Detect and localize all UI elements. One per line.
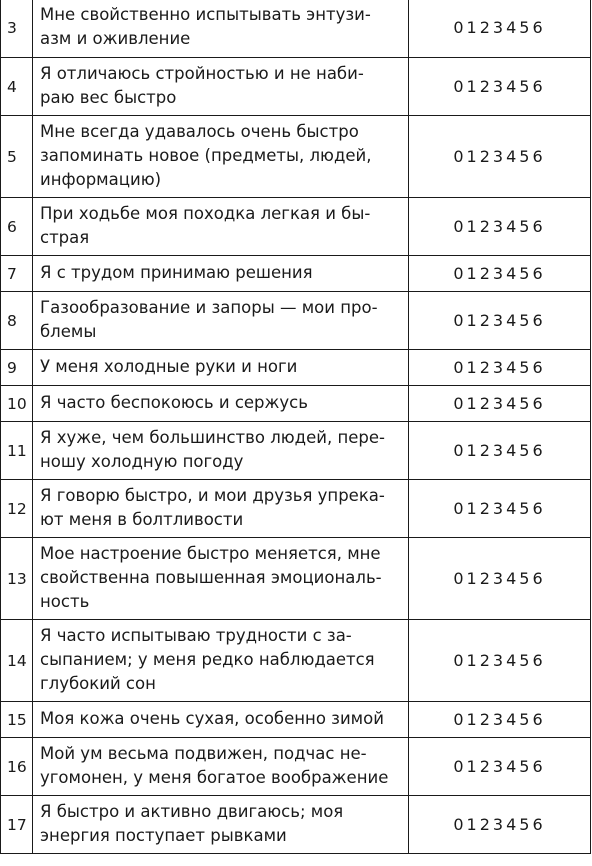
table-row: [1, 116, 591, 198]
rating-scale: 0123456: [409, 738, 591, 796]
rating-scale: 0123456: [409, 256, 591, 292]
item-statement: Я хуже, чем большинство людей, пере- ношу холодную погоду: [33, 422, 409, 480]
item-number: 9: [1, 350, 33, 386]
rating-scale: 0123456: [409, 116, 591, 198]
item-number: 17: [1, 796, 33, 854]
rating-scale: 0123456: [409, 0, 591, 58]
item-number: 3: [1, 0, 33, 58]
table-row: [1, 702, 591, 738]
item-statement: Мое настроение быстро меняется, мне свойственна повышенная эмоциональ- ность: [33, 538, 409, 620]
table-row: [1, 0, 591, 58]
table-row: [1, 796, 591, 854]
item-statement: У меня холодные руки и ноги: [33, 350, 409, 386]
item-statement: Моя кожа очень сухая, особенно зимой: [33, 702, 409, 738]
rating-scale: 0123456: [409, 620, 591, 702]
table-row: [1, 422, 591, 480]
item-number: 7: [1, 256, 33, 292]
item-statement: Мне свойственно испытывать энтузи- азм и оживление: [33, 0, 409, 58]
table-row: [1, 256, 591, 292]
rating-scale: 0123456: [409, 796, 591, 854]
item-statement: Я часто беспокоюсь и сержусь: [33, 386, 409, 422]
item-number: 14: [1, 620, 33, 702]
table-row: [1, 350, 591, 386]
item-number: 16: [1, 738, 33, 796]
item-number: 8: [1, 292, 33, 350]
rating-scale: 0123456: [409, 538, 591, 620]
table-row: [1, 386, 591, 422]
item-statement: Я с трудом принимаю решения: [33, 256, 409, 292]
rating-scale: 0123456: [409, 480, 591, 538]
item-number: 15: [1, 702, 33, 738]
table-row: [1, 198, 591, 256]
item-statement: Я отличаюсь стройностью и не наби- раю вес быстро: [33, 58, 409, 116]
item-number: 5: [1, 116, 33, 198]
item-statement: Мне всегда удавалось очень быстро запоминать новое (предметы, людей, информацию): [33, 116, 409, 198]
item-number: 4: [1, 58, 33, 116]
item-statement: Я часто испытываю трудности с за- сыпанием; у меня редко наблюдается глубокий сон: [33, 620, 409, 702]
item-number: 10: [1, 386, 33, 422]
rating-scale: 0123456: [409, 58, 591, 116]
item-number: 6: [1, 198, 33, 256]
table-row: [1, 738, 591, 796]
table-row: [1, 58, 591, 116]
rating-scale: 0123456: [409, 292, 591, 350]
table-row: [1, 480, 591, 538]
item-number: 13: [1, 538, 33, 620]
rating-scale: 0123456: [409, 422, 591, 480]
rating-scale: 0123456: [409, 702, 591, 738]
item-statement: При ходьбе моя походка легкая и бы- страя: [33, 198, 409, 256]
rating-scale: 0123456: [409, 386, 591, 422]
item-number: 12: [1, 480, 33, 538]
item-number: 11: [1, 422, 33, 480]
item-statement: Мой ум весьма подвижен, подчас не- угомонен, у меня богатое воображение: [33, 738, 409, 796]
item-statement: Газообразование и запоры — мои про- блемы: [33, 292, 409, 350]
rating-scale: 0123456: [409, 350, 591, 386]
item-statement: Я быстро и активно двигаюсь; моя энергия поступает рывками: [33, 796, 409, 854]
table-row: [1, 538, 591, 620]
table-row: [1, 292, 591, 350]
rating-scale: 0123456: [409, 198, 591, 256]
table-row: [1, 620, 591, 702]
item-statement: Я говорю быстро, и мои друзья упрека- ют меня в болтливости: [33, 480, 409, 538]
